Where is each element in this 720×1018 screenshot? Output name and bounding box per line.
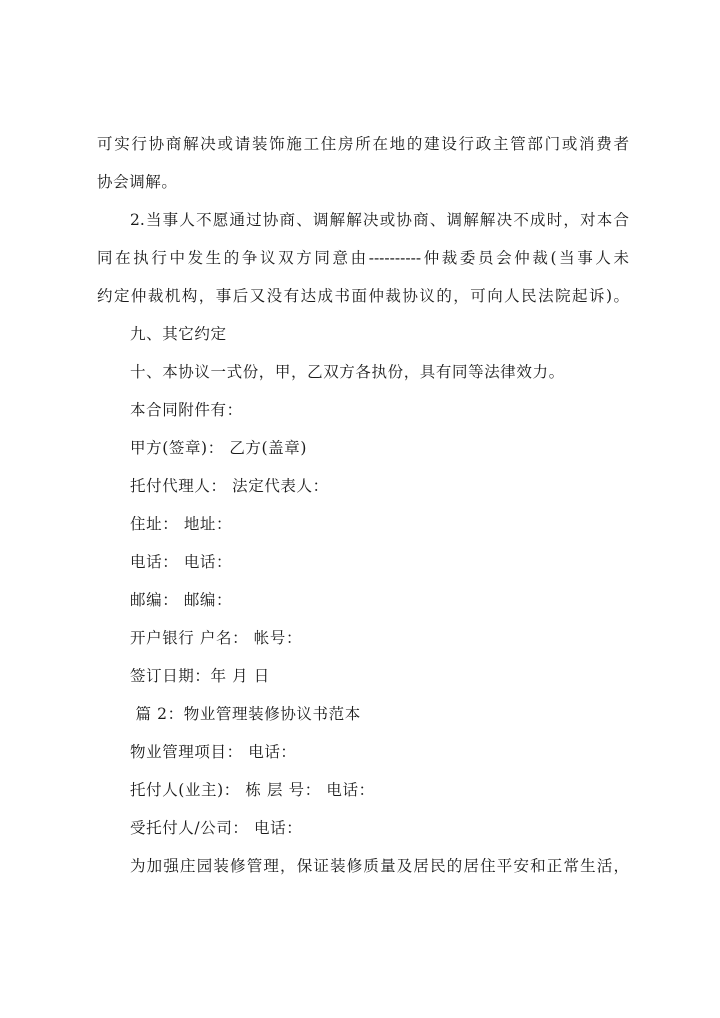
attachment-label: 本合同附件有： [130, 401, 243, 419]
chapter-title: 篇 2：物业管理装修协议书范本 [130, 705, 361, 723]
address-line: 住址： 地址： [130, 515, 233, 533]
section-heading-10: 十、本协议一式份，甲，乙双方各执份，具有同等法律效力。 [130, 363, 565, 381]
paragraph-line: 约定仲裁机构，事后又没有达成书面仲裁协议的，可向人民法院起诉)。 [97, 287, 629, 305]
paragraph-line: 协会调解。 [97, 173, 178, 191]
postcode-line: 邮编： 邮编： [130, 591, 233, 609]
paragraph-line: 为加强庄园装修管理，保证装修质量及居民的居住平安和正常生活， [130, 857, 629, 875]
phone-line: 电话： 电话： [130, 553, 233, 571]
section-heading-9: 九、其它约定 [130, 325, 227, 343]
paragraph-line: 同在执行中发生的争议双方同意由----------仲裁委员会仲裁(当事人未 [97, 249, 629, 267]
clause-2-line: 2.当事人不愿通过协商、调解解决或协商、调解解决不成时，对本合 [130, 211, 629, 229]
sign-date-line: 签订日期：年 月 日 [130, 667, 270, 685]
agent-line: 托付代理人： 法定代表人： [130, 477, 329, 495]
bank-line: 开户银行 户名： 帐号： [130, 629, 303, 647]
property-project-line: 物业管理项目： 电话： [130, 743, 297, 761]
owner-line: 托付人(业主)： 栋 层 号： 电话： [130, 781, 375, 799]
paragraph-line: 可实行协商解决或请装饰施工住房所在地的建设行政主管部门或消费者 [97, 135, 629, 153]
signature-party-line: 甲方(签章)： 乙方(盖章) [130, 439, 308, 457]
entrusted-party-line: 受托付人/公司： 电话： [130, 819, 303, 837]
